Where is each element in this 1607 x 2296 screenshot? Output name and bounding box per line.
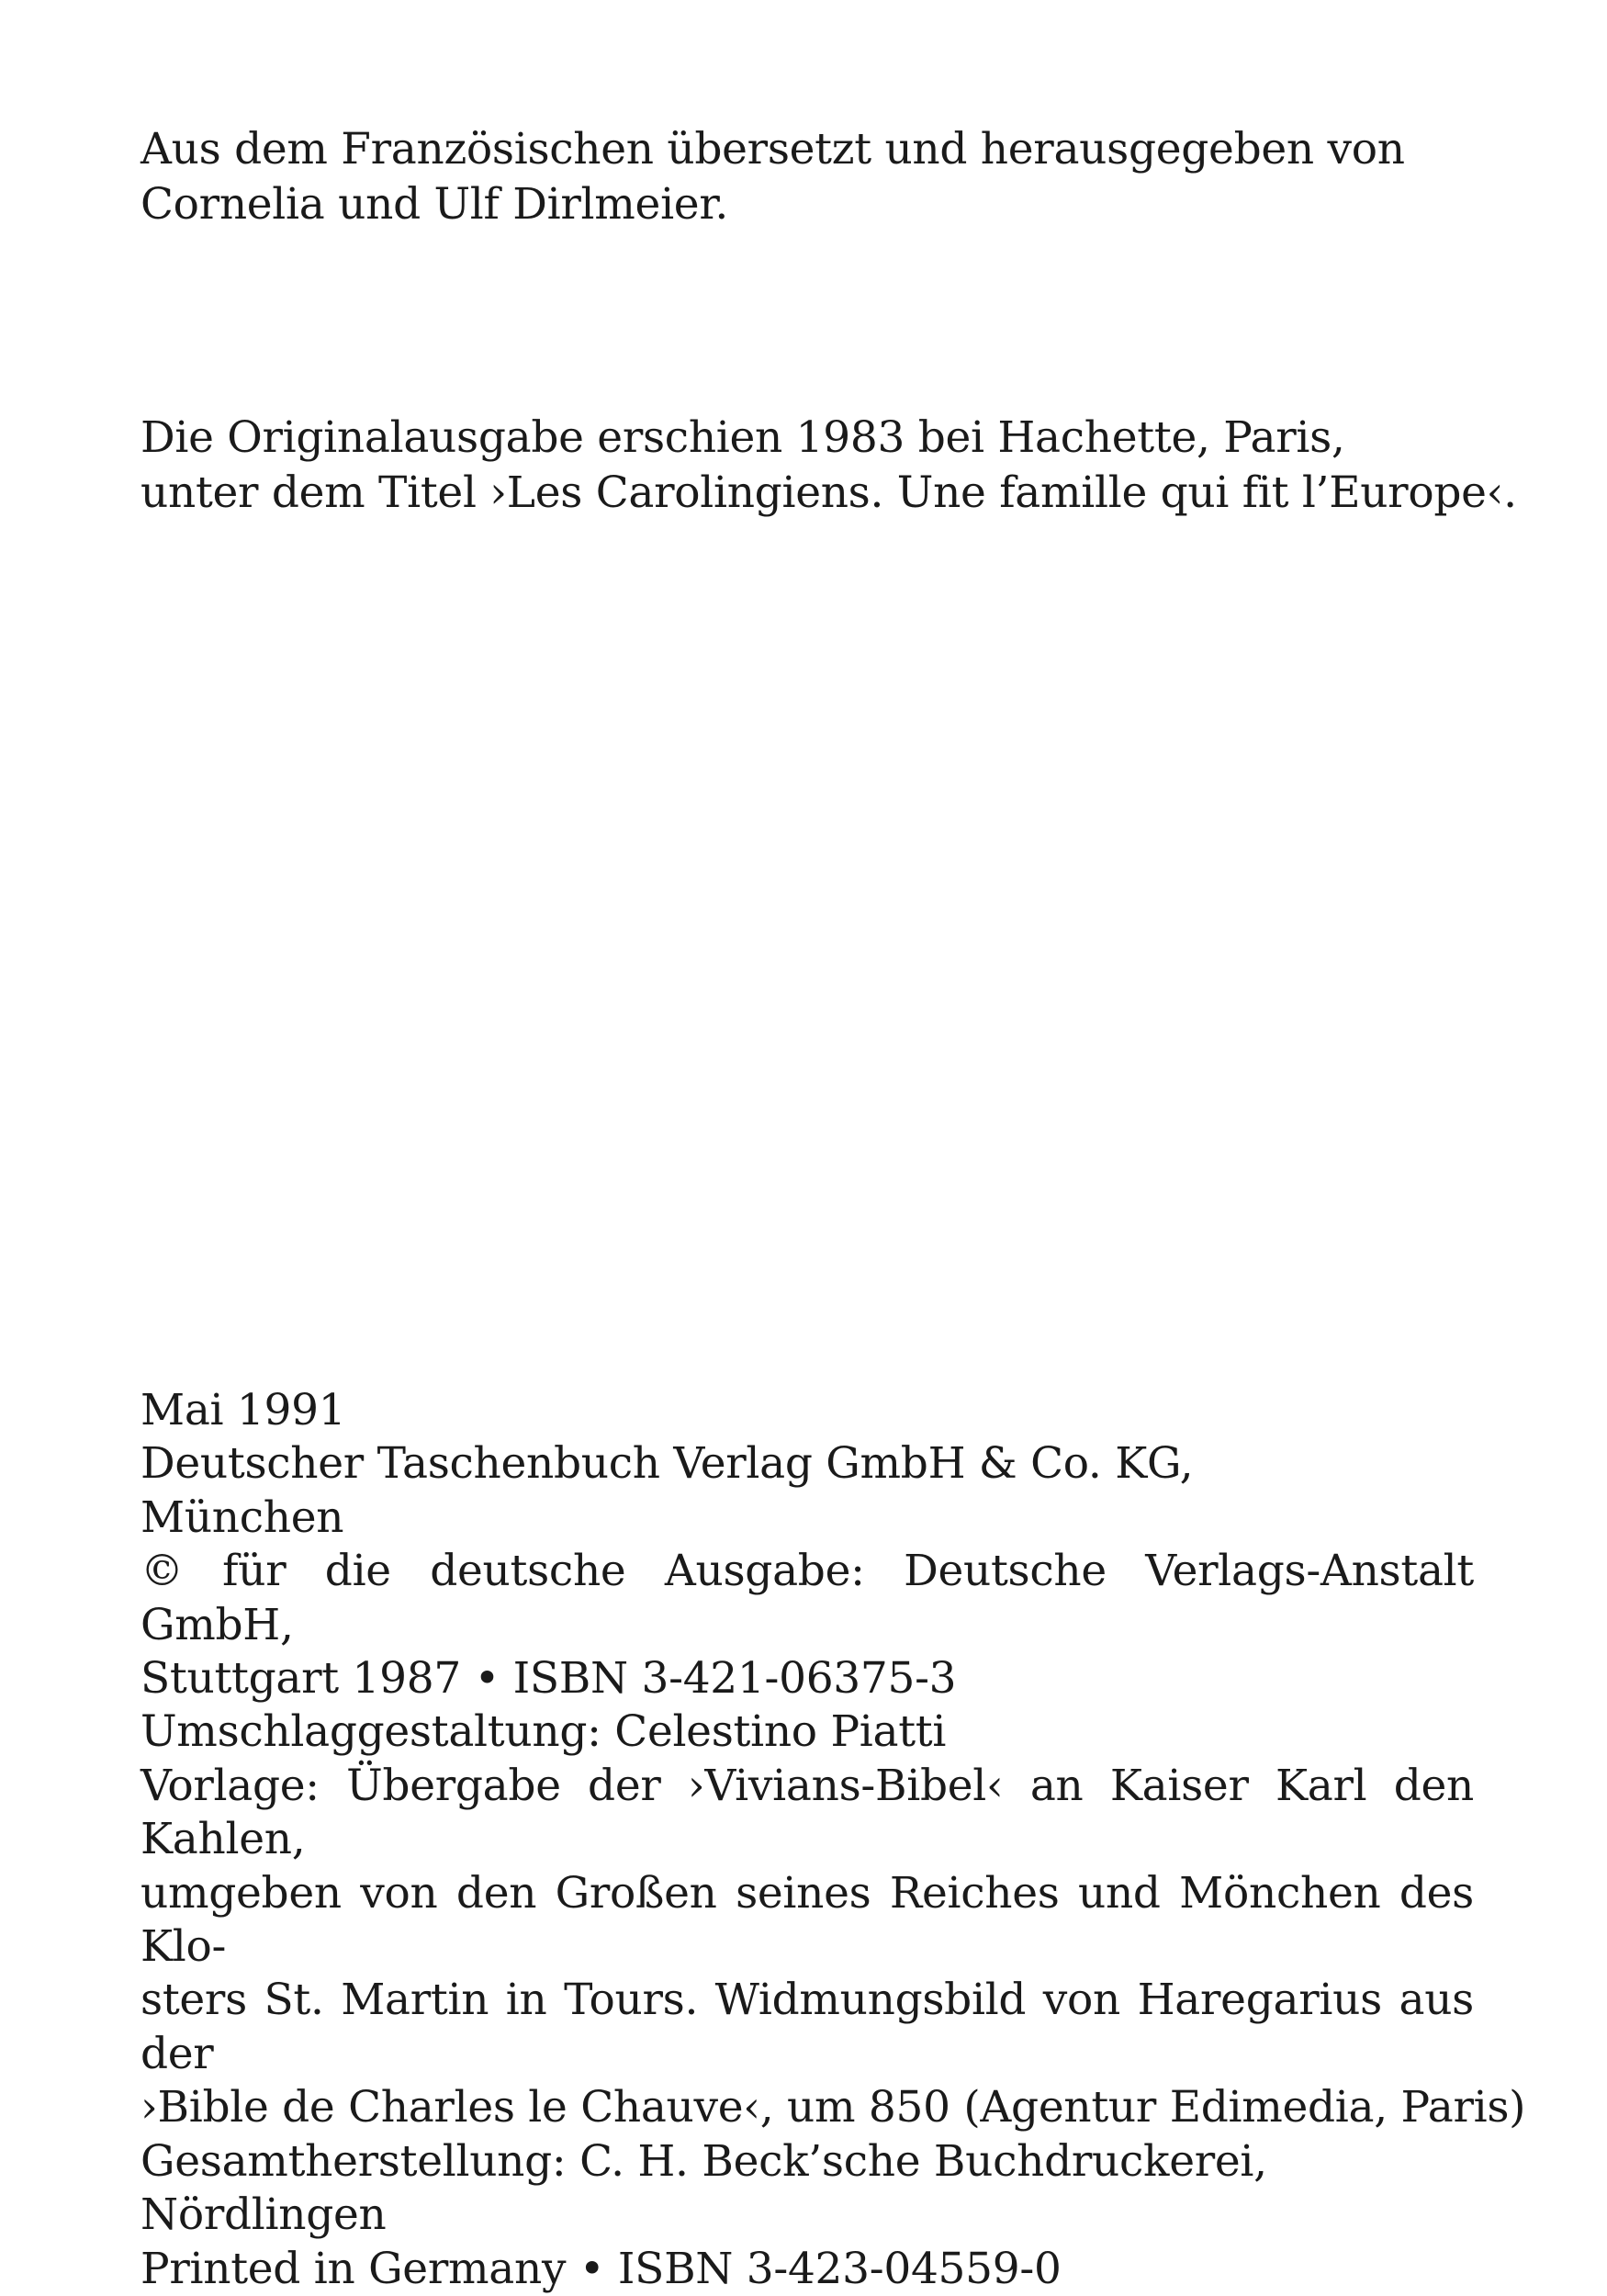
cover-design-credit: Umschlaggestaltung: Celestino Piatti [140, 1706, 947, 1758]
text-line: Aus dem Französischen übersetzt und herausgegeben von [140, 124, 1405, 174]
printer-credit: Gesamtherstellung: C. H. Beck’sche Buchdruckerei, [140, 2135, 1267, 2187]
publisher-city: München [140, 1491, 344, 1543]
printer-city: Nördlingen [140, 2189, 387, 2241]
translation-credit [140, 122, 1490, 232]
publication-date: Mai 1991 [140, 1385, 346, 1435]
publisher-name: Deutscher Taschenbuch Verlag GmbH & Co. KG, [140, 1438, 1194, 1490]
cover-image-note: Vorlage: Übergabe der ›Vivians-Bibel‹ an Kaiser Karl den Kahlen, [140, 1760, 1474, 1865]
imprint-details [140, 1384, 1526, 2296]
text-line: Die Originalausgabe erschien 1983 bei Hachette, Paris, [140, 412, 1345, 463]
original-edition-note [140, 411, 1517, 521]
isbn-original: Stuttgart 1987 • ISBN 3-421-06375-3 [140, 1653, 957, 1705]
copyright-line: © für die deutsche Ausgabe: Deutsche Verlags-Anstalt GmbH, [140, 1546, 1474, 1650]
text-line: unter dem Titel ›Les Carolingiens. Une famille qui fit l’Europe‹. [140, 467, 1517, 518]
cover-image-note: sters St. Martin in Tours. Widmungsbild von Haregarius aus der [140, 1975, 1474, 2079]
cover-image-note: umgeben von den Großen seines Reiches und Mönchen des Klo- [140, 1867, 1474, 1973]
text-line: Cornelia und Ulf Dirlmeier. [140, 179, 728, 230]
cover-image-note: ›Bible de Charles le Chauve‹, um 850 (Agentur Edimedia, Paris) [140, 2082, 1526, 2133]
isbn-printed: Printed in Germany • ISBN 3-423-04559-0 [140, 2243, 1062, 2294]
